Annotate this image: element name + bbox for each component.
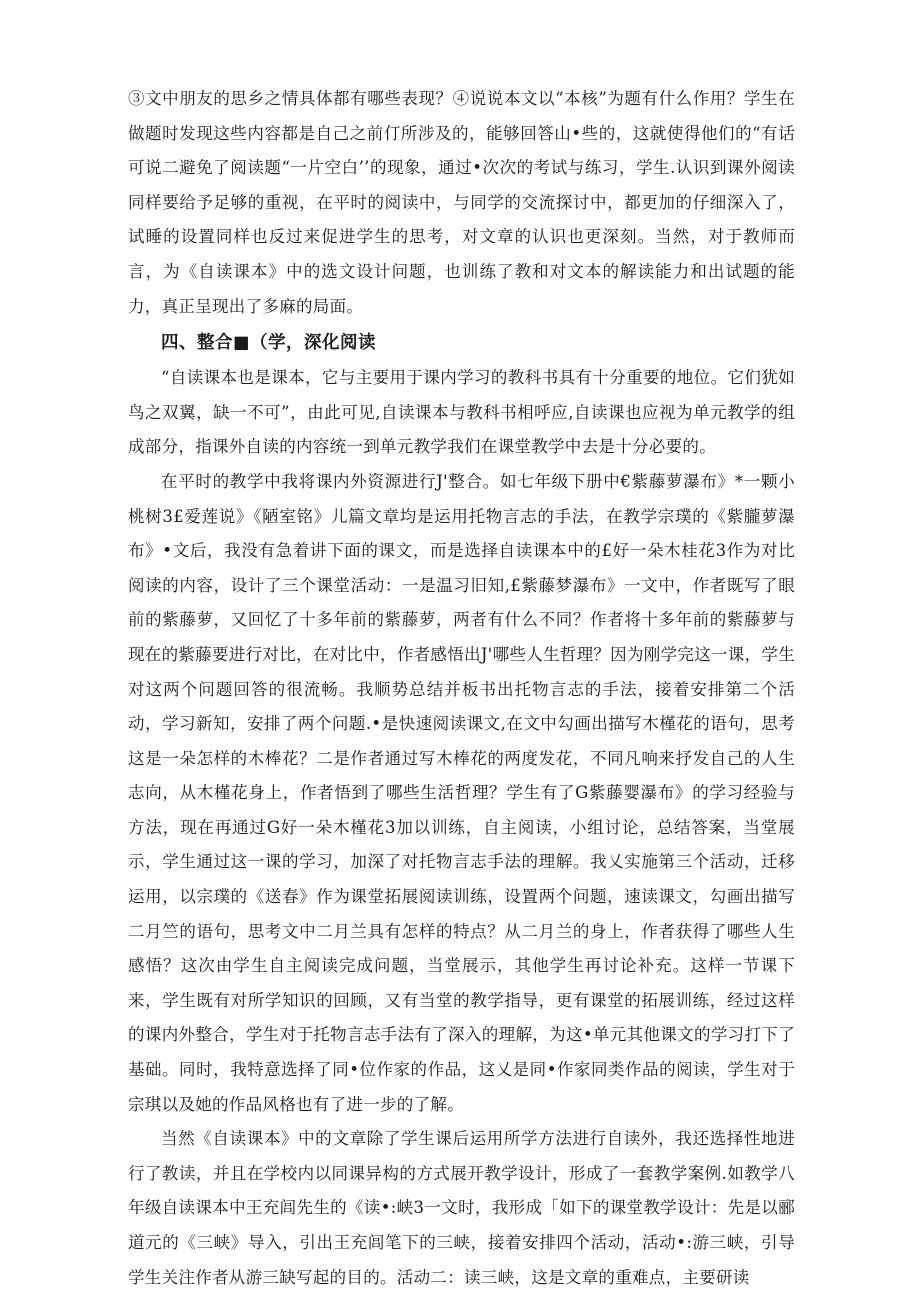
body-paragraph: 当然《自读课本》中的文章除了学生课后运用所学方法进行自读外，我还选择性地进行了教读，并且在学校内以同课异构的方式展开教学设计，形成了一套教学案例.如教学八年级自读课本中王充闾先生的《读•:峡3一文时，我形成「如下的课堂教学设计：先是以郦道元的《三峡》导入，引出王充闾笔下的三峡，接着安排四个活动，活动•:游三峡，引导学生关注作者从游三缺写起的目的。活动二：读三峡，这是文章的重难点，主要研读 [128, 1129, 795, 1287]
body-paragraph: 在平时的教学中我将课内外资源进行J'整合。如七年级下册中€紫藤萝瀑布》*一颗小桃树3£爱莲说》《陋室铭》儿篇文章均是运用托物言志的手法，在教学宗璞的《紫朧萝瀑布》•文后，我没有急着讲下面的课文，而是选择自读课本中的£好一朵木桂花3作为对比阅读的内容，设计了三个课堂活动：一是温习旧知,£紫藤梦瀑布》一文中，作者既写了眼前的紫藤萝，又回忆了十多年前的紫藤萝，两者有什么不同？作者将十多年前的紫藤萝与现在的紫藤要进行对比，在对比中，作者感悟出J'哪些人生哲理？因为刚学完这一课，学生对这两个问题回答的很流畅。我顺势总结并板书出托物言志的手法，接着安排第二个活动，学习新知，安排了两个问题.•是快速阅读课文,在文中勾画出描写木槿花的语句，思考这是一朵怎样的木棒花？二是作者通过写木棒花的两度发花，不同凡响来抒发自己的人生志向，从木槿花身上，作者悟到了哪些生活哲理？学生有了G紫藤婴瀑布》的学习经验与方法，现在再通过G好一朵木槿花3加以训练，自主阅读，小组讨论，总结答案，当堂展示，学生通过这一课的学习，加深了对托物言志手法的理解。我乂实施第三个活动，迁移运用，以宗璞的《送春》作为课堂拓展阅读训练，设置两个问题，速读课文，勾画出描写二月竺的语句，思考文中二月兰具有怎样的特点？从二月兰的身上，作者获得了哪些人生感悟？这次由学生自主阅读完成问题，当堂展示，其他学生再讨论补充。这样一节课下来，学生既有对所学知识的回顾，又有当堂的教学指导，更有课堂的拓展训练，经过这样的课内外整合，学生对于托物言志手法有了深入的理解，为这•单元其他课文的学习打下了基础。同时，我特意选择了同•位作家的作品，这乂是同•作家同类作品的阅读，学生对于宗琪以及她的作品风格也有了进一步的了解。 [128, 471, 795, 1114]
document-body [128, 82, 795, 1295]
body-paragraph: ③文中朋友的思乡之情具体都有哪些表现？④说说本文以“本核”为题有什么作用？学生在做题时发现这些内容都是自己之前仃所涉及的，能够回答山•些的，这就使得他们的“有话可说二避免了阅读题“一片空白’’的现象，通过•次次的考试与练习，学生.认识到课外阅读同样要给予足够的重视，在平时的阅读中，与同学的交流探讨中，都更加的仔细深入了，试睡的设置同样也反过来促进学生的思考，对文章的认识也更深刻。当然，对于教师而言，为《自读课本》中的选文设计问题，也训练了教和对文本的解读能力和出试题的能力，真正呈现出了多麻的局面。 [128, 89, 795, 316]
body-paragraph: “自读课本也是课本，它与主要用于课内学习的教科书具有十分重要的地位。它们犹如鸟之双翼，缺一不可”，由此可见,自读课本与教科书相呼应,自读课也应视为单元教学的组成部分，指课外自读的内容统一到单元教学我们在课堂教学中去是十分必要的。 [128, 368, 795, 457]
section-heading: 四、整合■（学，深化阅读 [161, 333, 377, 354]
